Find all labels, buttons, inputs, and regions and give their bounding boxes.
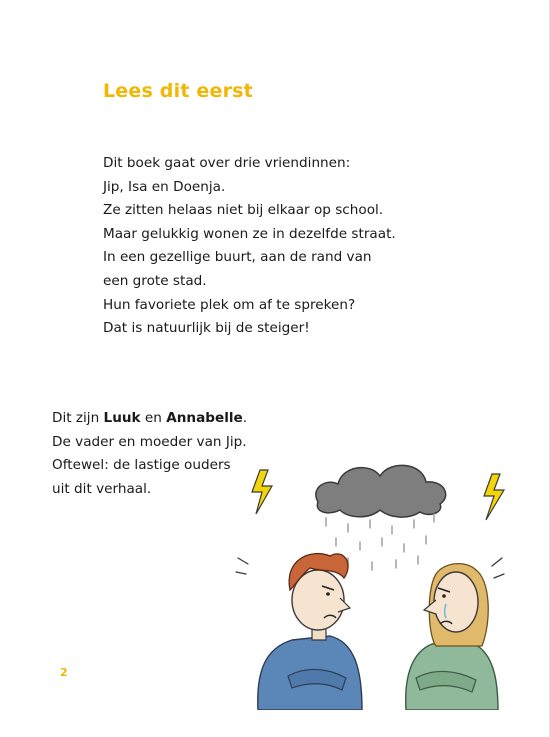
characters-text: Dit zijn — [52, 410, 104, 426]
characters-line: De vader en moeder van Jip. — [52, 433, 247, 450]
intro-line: een grote stad. — [103, 272, 207, 289]
lightning-bolt-icon — [484, 474, 504, 520]
intro-line: Dat is natuurlijk bij de steiger! — [103, 320, 310, 337]
annabelle-figure — [406, 564, 498, 710]
characters-text: en — [140, 410, 167, 426]
intro-line: Ze zitten helaas niet bij elkaar op school. — [103, 202, 384, 219]
characters-line: Oftewel: de lastige ouders — [52, 457, 231, 474]
intro-line: Hun favoriete plek om af te spreken? — [103, 296, 356, 313]
intro-line: In een gezellige buurt, aan de rand van — [103, 249, 372, 266]
intro-line: Jip, Isa en Doenja. — [103, 178, 226, 195]
page-number: 2 — [60, 666, 68, 679]
intro-line: Maar gelukkig wonen ze in dezelfde straat. — [103, 225, 396, 242]
lightning-bolt-icon — [252, 470, 272, 514]
characters-text: . — [242, 410, 248, 426]
parents-illustration — [230, 440, 530, 710]
character-name-annabelle: Annabelle — [166, 410, 243, 426]
intro-paragraph — [103, 152, 433, 341]
storm-cloud-icon — [316, 465, 446, 517]
character-name-luuk: Luuk — [103, 410, 141, 426]
characters-line: uit dit verhaal. — [52, 480, 152, 497]
characters-line — [52, 407, 272, 431]
intro-line: Dit boek gaat over drie vriendinnen: — [103, 155, 351, 171]
page-heading: Lees dit eerst — [103, 80, 253, 102]
luuk-figure — [258, 554, 362, 710]
